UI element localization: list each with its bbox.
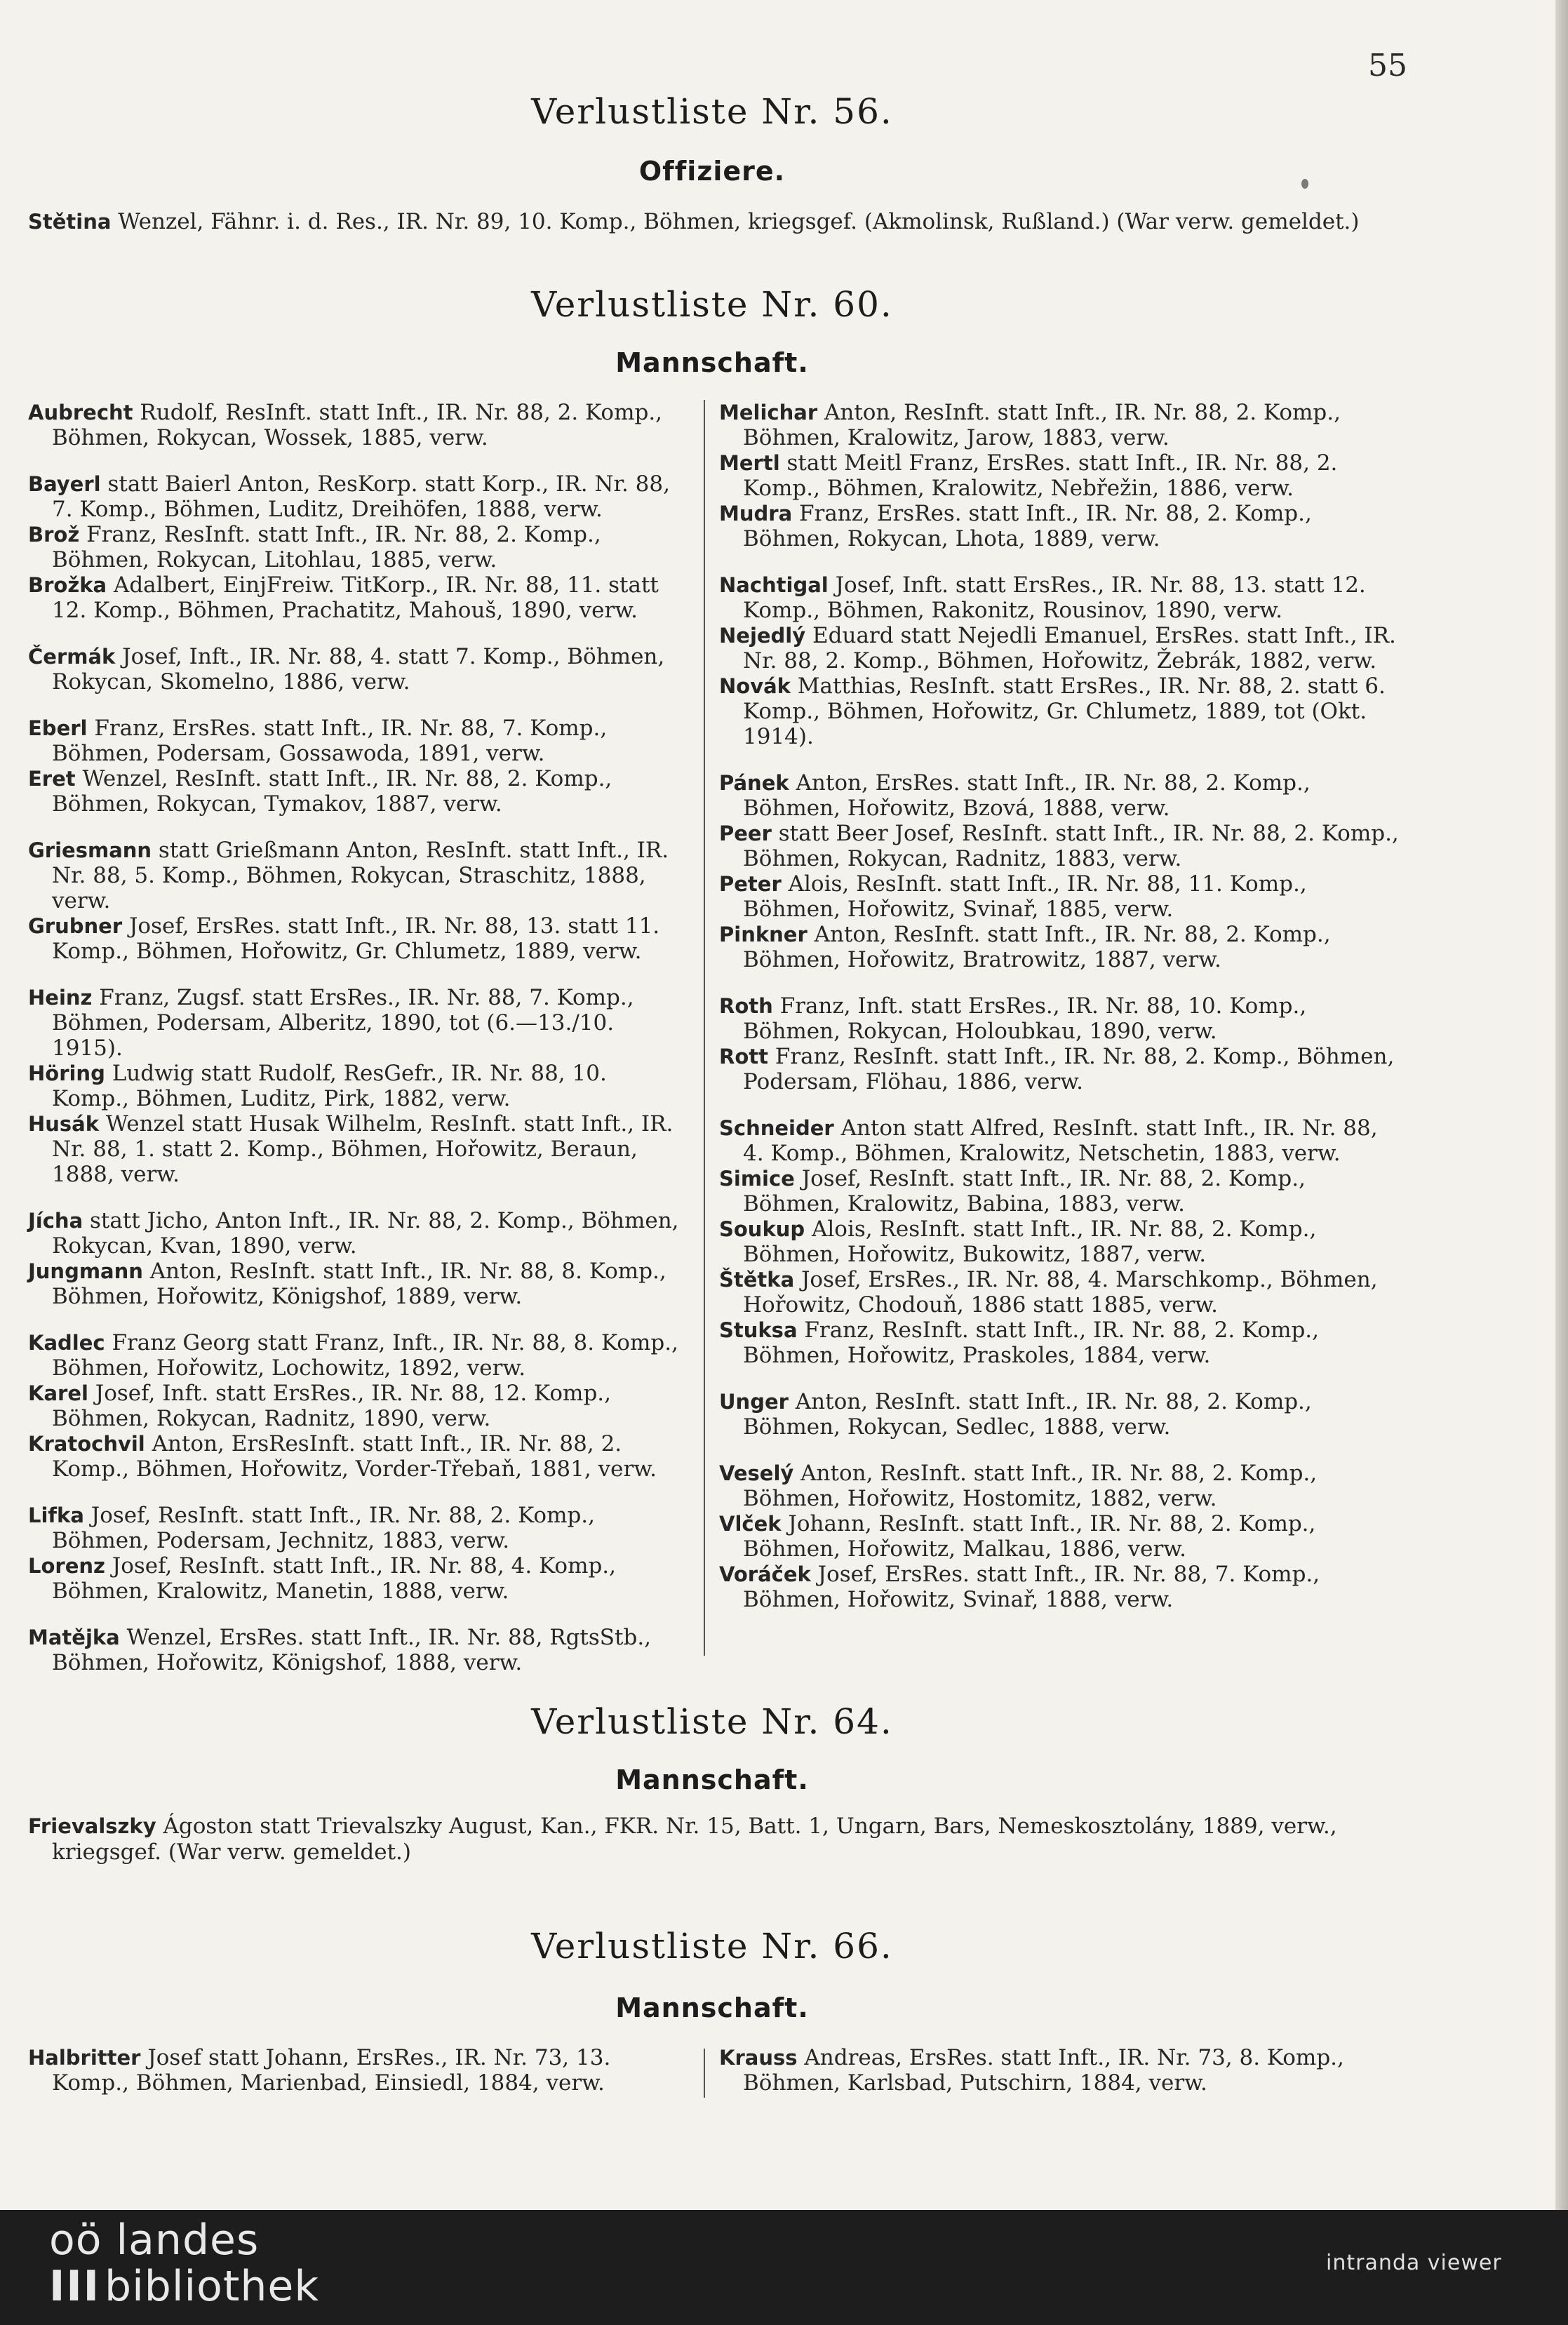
- entry-text: Josef, ErsRes. statt Inft., IR. Nr. 88, 7. Komp., Böhmen, Hořowitz, Svinař, 1888, verw.: [743, 1562, 1320, 1612]
- entry-text: Anton, ResInft. statt Inft., IR. Nr. 88, 8. Komp., Böhmen, Hořowitz, Königshof, 1889, verw.: [52, 1259, 666, 1309]
- entry-surname: Aubrecht: [28, 401, 133, 424]
- list-entry: [28, 1259, 684, 1309]
- list-entry: [28, 1330, 684, 1381]
- ink-speck: [1301, 179, 1308, 189]
- list-entry: [719, 623, 1403, 674]
- entry-surname: Eberl: [28, 716, 88, 740]
- entry-text: Franz, ErsRes. statt Inft., IR. Nr. 88, 7. Komp., Böhmen, Podersam, Gossawoda, 1891, verw.: [52, 716, 608, 766]
- entry-surname: Vlček: [719, 1512, 782, 1536]
- entry-text: Andreas, ErsRes. statt Inft., IR. Nr. 73, 8. Komp., Böhmen, Karlsbad, Putschirn, 1884, verw.: [743, 2045, 1344, 2096]
- list-entry: [28, 1111, 684, 1187]
- entry-surname: Rott: [719, 1045, 768, 1068]
- entry-text: Franz, ResInft. statt Inft., IR. Nr. 88, 2. Komp., Böhmen, Podersam, Flöhau, 1886, verw.: [743, 1044, 1395, 1094]
- entry-surname: Lifka: [28, 1503, 84, 1527]
- entry-text: Ágoston statt Trievalszky August, Kan., FKR. Nr. 15, Batt. 1, Ungarn, Bars, Nemeskosztolány, 1889, verw., kriegsgef. (War verw. gemeldet.): [52, 1814, 1337, 1865]
- list-entry: [719, 501, 1403, 551]
- entry-surname: Voráček: [719, 1562, 811, 1586]
- entry-surname: Pánek: [719, 771, 789, 795]
- entry-surname: Jungmann: [28, 1259, 143, 1283]
- entry-text: Wenzel, ResInft. statt Inft., IR. Nr. 88, 2. Komp., Böhmen, Rokycan, Tymakov, 1887, verw.: [52, 766, 612, 817]
- list-entry: [28, 2045, 695, 2096]
- entry-text: Franz, Zugsf. statt ErsRes., IR. Nr. 88, 7. Komp., Böhmen, Podersam, Alberitz, 1890, tot (6.—13./10. 1915).: [52, 985, 634, 1061]
- list-entry: [719, 1461, 1403, 1511]
- page-edge-shadow: [1555, 0, 1568, 2210]
- entry-surname: Husák: [28, 1112, 100, 1136]
- logo-line-2: [49, 2263, 319, 2310]
- entry-surname: Kadlec: [28, 1331, 105, 1355]
- entry-surname: Štětka: [719, 1268, 795, 1292]
- list-entry: [28, 1553, 684, 1604]
- entry-surname: Novák: [719, 674, 791, 698]
- entry-surname: Grubner: [28, 914, 123, 938]
- entry-text: Anton statt Alfred, ResInft. statt Inft., IR. Nr. 88, 4. Komp., Böhmen, Kralowitz, Netschetin, 1883, verw.: [743, 1115, 1378, 1166]
- list-entry: [719, 572, 1403, 623]
- entry-text: Rudolf, ResInft. statt Inft., IR. Nr. 88, 2. Komp., Böhmen, Rokycan, Wossek, 1885, verw.: [52, 400, 663, 450]
- entry-text: Matthias, ResInft. statt ErsRes., IR. Nr. 88, 2. statt 6. Komp., Böhmen, Hořowitz, Gr. Chlumetz, 1889, tot (Okt. 1914).: [743, 674, 1386, 749]
- entry-surname: Brožka: [28, 573, 107, 597]
- column-divider-66: [704, 2049, 705, 2098]
- library-logo[interactable]: [49, 2217, 319, 2310]
- entry-text: Ludwig statt Rudolf, ResGefr., IR. Nr. 88, 10. Komp., Böhmen, Luditz, Pirk, 1882, verw.: [52, 1061, 607, 1111]
- list-entry: [719, 1389, 1403, 1440]
- list-entry: [28, 1814, 1441, 1865]
- list-entry: [719, 922, 1403, 972]
- section-title-60: Verlustliste Nr. 60.: [531, 284, 893, 325]
- section-title-56: Verlustliste Nr. 56.: [531, 91, 893, 132]
- list-entry: [719, 993, 1403, 1044]
- left-column-60: [28, 400, 684, 1675]
- section-subtitle-66: Mannschaft.: [615, 1992, 809, 2023]
- entry-surname: Frievalszky: [28, 1814, 156, 1838]
- entry-text: Wenzel statt Husak Wilhelm, ResInft. statt Inft., IR. Nr. 88, 1. statt 2. Komp., Böhmen, Hořowitz, Beraun, 1888, verw.: [52, 1111, 674, 1187]
- page-number: 55: [1368, 48, 1407, 83]
- entry-surname: Stuksa: [719, 1318, 798, 1342]
- right-column-66: [719, 2045, 1403, 2096]
- entry-surname: Kratochvil: [28, 1432, 145, 1456]
- list-entry: [719, 821, 1403, 871]
- list-entry: [28, 644, 684, 695]
- entry-text: Johann, ResInft. statt Inft., IR. Nr. 88, 2. Komp., Böhmen, Hořowitz, Malkau, 1886, verw.: [743, 1511, 1316, 1562]
- entry-text: Josef, ResInft. statt Inft., IR. Nr. 88, 2. Komp., Böhmen, Podersam, Jechnitz, 1883, verw.: [52, 1503, 596, 1553]
- list-entry: [28, 209, 1441, 235]
- section-title-64: Verlustliste Nr. 64.: [531, 1701, 893, 1742]
- entry-text: Josef, ErsRes. statt Inft., IR. Nr. 88, 13. statt 11. Komp., Böhmen, Hořowitz, Gr. Chlumetz, 1889, verw.: [52, 913, 660, 964]
- list-entry: [28, 1431, 684, 1482]
- list-entry: [28, 471, 684, 522]
- entry-surname: Schneider: [719, 1116, 834, 1140]
- entry-text: Wenzel, Fähnr. i. d. Res., IR. Nr. 89, 10. Komp., Böhmen, kriegsgef. (Akmolinsk, Rußland.) (War verw. gemeldet.): [111, 209, 1360, 234]
- section-subtitle-60: Mannschaft.: [615, 347, 809, 378]
- entry-surname: Bayerl: [28, 472, 101, 496]
- list-entry: [719, 1562, 1403, 1612]
- entry-surname: Pinkner: [719, 923, 808, 946]
- right-column-60: [719, 400, 1403, 1612]
- list-entry: [28, 716, 684, 766]
- entry-surname: Matějka: [28, 1626, 120, 1649]
- entry-list-56: [28, 209, 1441, 235]
- entry-surname: Nejedlý: [719, 624, 806, 648]
- entry-text: Josef statt Johann, ErsRes., IR. Nr. 73, 13. Komp., Böhmen, Marienbad, Einsiedl, 1884, verw.: [52, 2045, 611, 2096]
- entry-surname: Roth: [719, 994, 773, 1018]
- logo-line-2-text: bibliothek: [104, 2262, 320, 2311]
- entry-surname: Simice: [719, 1167, 795, 1191]
- entry-surname: Krauss: [719, 2046, 798, 2070]
- logo-bars-icon: III: [49, 2262, 100, 2311]
- entry-text: Eduard statt Nejedli Emanuel, ErsRes. statt Inft., IR. Nr. 88, 2. Komp., Böhmen, Hořowitz, Žebrák, 1882, verw.: [743, 623, 1396, 674]
- entry-text: Josef, ErsRes., IR. Nr. 88, 4. Marschkomp., Böhmen, Hořowitz, Chodouň, 1886 statt 1885, verw.: [743, 1267, 1378, 1318]
- entry-text: Wenzel, ErsRes. statt Inft., IR. Nr. 88, RgtsStb., Böhmen, Hořowitz, Königshof, 1888, verw.: [52, 1625, 652, 1675]
- list-entry: [28, 572, 684, 623]
- entry-surname: Halbritter: [28, 2046, 141, 2070]
- entry-text: Josef, Inft. statt ErsRes., IR. Nr. 88, 13. statt 12. Komp., Böhmen, Rakonitz, Rousinov, 1890, verw.: [743, 572, 1366, 623]
- list-entry: [719, 2045, 1403, 2096]
- entry-text: statt Beer Josef, ResInft. statt Inft., IR. Nr. 88, 2. Komp., Böhmen, Rokycan, Radnitz, 1883, verw.: [743, 821, 1399, 871]
- entry-surname: Eret: [28, 767, 76, 791]
- entry-surname: Peer: [719, 822, 772, 845]
- entry-surname: Nachtigal: [719, 573, 829, 597]
- section-title-66: Verlustliste Nr. 66.: [531, 1926, 893, 1966]
- entry-text: Franz, ErsRes. statt Inft., IR. Nr. 88, 2. Komp., Böhmen, Rokycan, Lhota, 1889, verw.: [743, 501, 1312, 551]
- list-entry: [28, 1625, 684, 1675]
- entry-text: Alois, ResInft. statt Inft., IR. Nr. 88, 11. Komp., Böhmen, Hořowitz, Svinař, 1885, verw.: [743, 871, 1307, 922]
- viewer-label[interactable]: intranda viewer: [1326, 2251, 1502, 2275]
- entry-surname: Jícha: [28, 1209, 83, 1233]
- entry-surname: Mertl: [719, 451, 780, 475]
- list-entry: [28, 766, 684, 817]
- left-column-66: [28, 2045, 695, 2096]
- list-entry: [719, 1044, 1403, 1094]
- entry-text: statt Jicho, Anton Inft., IR. Nr. 88, 2. Komp., Böhmen, Rokycan, Kvan, 1890, verw.: [52, 1208, 679, 1259]
- entry-list-64: [28, 1814, 1441, 1865]
- entry-surname: Mudra: [719, 502, 793, 525]
- section-subtitle-56: Offiziere.: [638, 156, 786, 187]
- entry-text: Anton, ResInft. statt Inft., IR. Nr. 88, 2. Komp., Böhmen, Kralowitz, Jarow, 1883, verw.: [743, 400, 1341, 450]
- list-entry: [28, 1503, 684, 1553]
- list-entry: [719, 400, 1403, 450]
- logo-line-1: oö landes: [49, 2216, 260, 2265]
- entry-text: Anton, ResInft. statt Inft., IR. Nr. 88, 2. Komp., Böhmen, Hořowitz, Bratrowitz, 1887, verw.: [743, 922, 1331, 972]
- entry-surname: Peter: [719, 872, 782, 896]
- list-entry: [719, 770, 1403, 821]
- entry-surname: Griesmann: [28, 838, 152, 862]
- entry-text: Josef, Inft., IR. Nr. 88, 4. statt 7. Komp., Böhmen, Rokycan, Skomelno, 1886, verw.: [52, 644, 665, 695]
- list-entry: [28, 400, 684, 450]
- entry-surname: Veselý: [719, 1461, 794, 1485]
- column-divider: [704, 400, 705, 1656]
- entry-text: statt Grießmann Anton, ResInft. statt Inft., IR. Nr. 88, 5. Komp., Böhmen, Rokycan, Straschitz, 1888, verw.: [52, 838, 669, 913]
- list-entry: [719, 1511, 1403, 1562]
- entry-surname: Lorenz: [28, 1554, 105, 1578]
- entry-surname: Heinz: [28, 986, 93, 1010]
- list-entry: [719, 1166, 1403, 1217]
- list-entry: [719, 871, 1403, 922]
- list-entry: [719, 1217, 1403, 1267]
- entry-surname: Brož: [28, 523, 80, 547]
- list-entry: [719, 1267, 1403, 1318]
- list-entry: [719, 674, 1403, 749]
- list-entry: [28, 838, 684, 913]
- list-entry: [28, 522, 684, 572]
- entry-surname: Karel: [28, 1381, 88, 1405]
- entry-text: Josef, ResInft. statt Inft., IR. Nr. 88, 2. Komp., Böhmen, Kralowitz, Babina, 1883, verw.: [743, 1166, 1306, 1217]
- entry-text: Franz, ResInft. statt Inft., IR. Nr. 88, 2. Komp., Böhmen, Rokycan, Litohlau, 1885, verw.: [52, 522, 601, 572]
- list-entry: [28, 1381, 684, 1431]
- entry-text: statt Meitl Franz, ErsRes. statt Inft., IR. Nr. 88, 2. Komp., Böhmen, Kralowitz, Nebřežin, 1886, verw.: [743, 450, 1338, 501]
- entry-text: Josef, ResInft. statt Inft., IR. Nr. 88, 4. Komp., Böhmen, Kralowitz, Manetin, 1888, verw.: [52, 1553, 617, 1604]
- entry-text: Franz Georg statt Franz, Inft., IR. Nr. 88, 8. Komp., Böhmen, Hořowitz, Lochowitz, 1892, verw.: [52, 1330, 678, 1381]
- entry-surname: Unger: [719, 1390, 789, 1414]
- section-subtitle-64: Mannschaft.: [615, 1764, 809, 1795]
- list-entry: [28, 985, 684, 1061]
- entry-text: Franz, Inft. statt ErsRes., IR. Nr. 88, 10. Komp., Böhmen, Rokycan, Holoubkau, 1890, verw.: [743, 993, 1307, 1044]
- entry-text: Josef, Inft. statt ErsRes., IR. Nr. 88, 12. Komp., Böhmen, Rokycan, Radnitz, 1890, verw.: [52, 1381, 611, 1431]
- list-entry: [719, 450, 1403, 501]
- entry-text: statt Baierl Anton, ResKorp. statt Korp., IR. Nr. 88, 7. Komp., Böhmen, Luditz, Dreihöfen, 1888, verw.: [52, 471, 670, 522]
- entry-surname: Melichar: [719, 401, 818, 424]
- entry-surname: Čermák: [28, 645, 116, 669]
- entry-text: Alois, ResInft. statt Inft., IR. Nr. 88, 2. Komp., Böhmen, Hořowitz, Bukowitz, 1887, verw.: [743, 1217, 1317, 1267]
- entry-text: Anton, ErsRes. statt Inft., IR. Nr. 88, 2. Komp., Böhmen, Hořowitz, Bzová, 1888, verw.: [743, 770, 1311, 821]
- list-entry: [28, 1208, 684, 1259]
- entry-text: Franz, ResInft. statt Inft., IR. Nr. 88, 2. Komp., Böhmen, Hořowitz, Praskoles, 1884, verw.: [743, 1318, 1320, 1368]
- list-entry: [719, 1115, 1403, 1166]
- entry-text: Anton, ErsResInft. statt Inft., IR. Nr. 88, 2. Komp., Böhmen, Hořowitz, Vorder-Třebaň, 1881, verw.: [52, 1431, 657, 1482]
- entry-surname: Soukup: [719, 1217, 805, 1241]
- list-entry: [719, 1318, 1403, 1368]
- entry-text: Anton, ResInft. statt Inft., IR. Nr. 88, 2. Komp., Böhmen, Rokycan, Sedlec, 1888, verw.: [743, 1389, 1312, 1440]
- entry-surname: Höring: [28, 1061, 105, 1085]
- entry-text: Adalbert, EinjFreiw. TitKorp., IR. Nr. 88, 11. statt 12. Komp., Böhmen, Prachatitz, Mahouš, 1890, verw.: [52, 572, 659, 623]
- list-entry: [28, 1061, 684, 1111]
- entry-text: Anton, ResInft. statt Inft., IR. Nr. 88, 2. Komp., Böhmen, Hořowitz, Hostomitz, 1882, verw.: [743, 1461, 1318, 1511]
- entry-surname: Stětina: [28, 210, 112, 234]
- list-entry: [28, 913, 684, 964]
